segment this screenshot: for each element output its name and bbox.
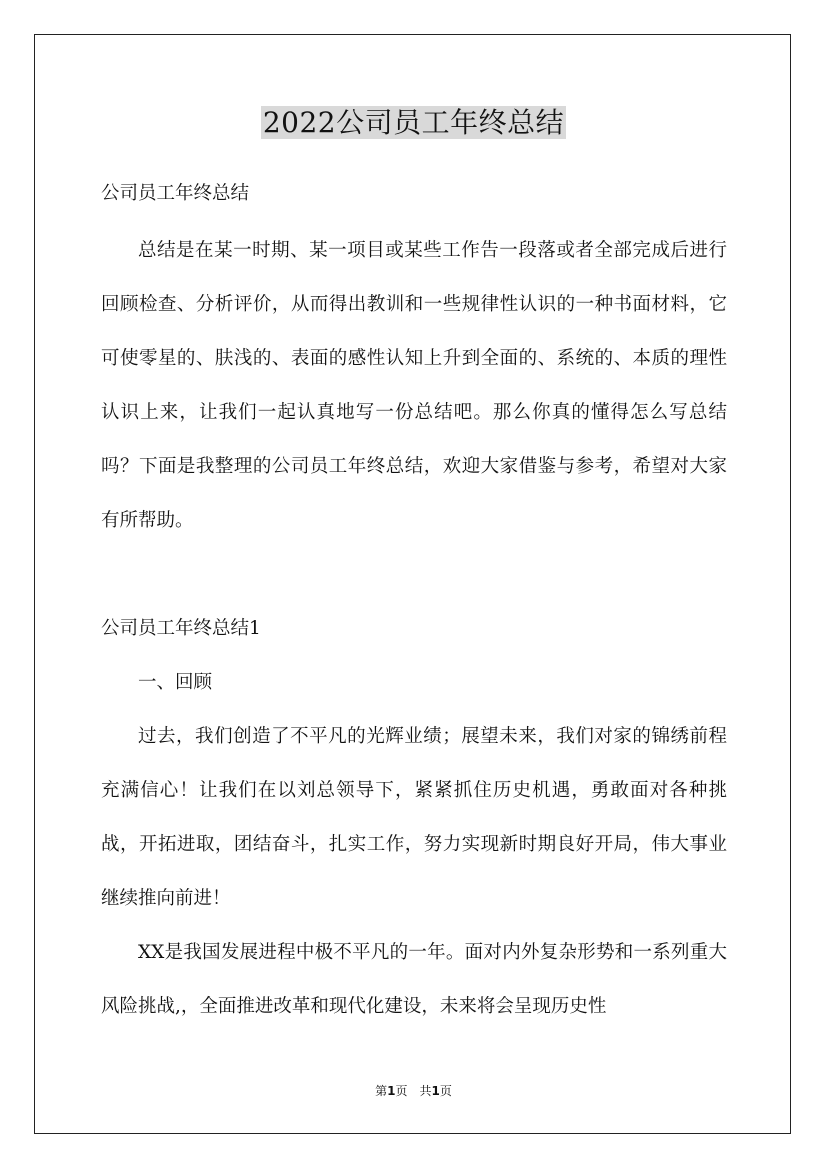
intro-paragraph: 总结是在某一时期、某一项目或某些工作告一段落或者全部完成后进行回顾检查、分析评价，从而得出教训和一些规律性认识的一种书面材料，它可使零星的、肤浅的、表面的感性认知上升到全面的、系统的、本质的理性认识上来，让我们一起认真地写一份总结吧。那么你真的懂得怎么写总结吗？下面是我整理的公司员工年终总结，欢迎大家借鉴与参考，希望对大家有所帮助。 (101, 240, 727, 531)
subsection-title: 一、回顾 (138, 672, 213, 693)
page-footer (0, 1082, 827, 1099)
document-body (101, 178, 727, 1034)
footer-page-total: 1 (431, 1084, 440, 1098)
document-title-text: 2022公司员工年终总结 (262, 106, 565, 139)
body-paragraph-2: XX是我国发展进程中极不平凡的一年。面对内外复杂形势和一系列重大风险挑战,，全面推进改革和现代化建设，未来将会呈现历史性 (101, 942, 727, 1017)
footer-page-current: 1 (387, 1084, 396, 1098)
document-subtitle: 公司员工年终总结 (101, 183, 250, 204)
footer-mid: 页 共 (395, 1084, 432, 1098)
body-paragraph-1: 过去，我们创造了不平凡的光辉业绩；展望未来，我们对家的锦绣前程充满信心！让我们在以刘总领导下，紧紧抓住历史机遇，勇敢面对各种挑战，开拓进取，团结奋斗，扎实工作，努力实现新时期良好开局，伟大事业继续推向前进！ (101, 726, 727, 909)
footer-suffix: 页 (439, 1084, 452, 1098)
section-title: 公司员工年终总结1 (101, 618, 261, 639)
document-title (0, 104, 827, 142)
footer-prefix: 第 (375, 1084, 388, 1098)
